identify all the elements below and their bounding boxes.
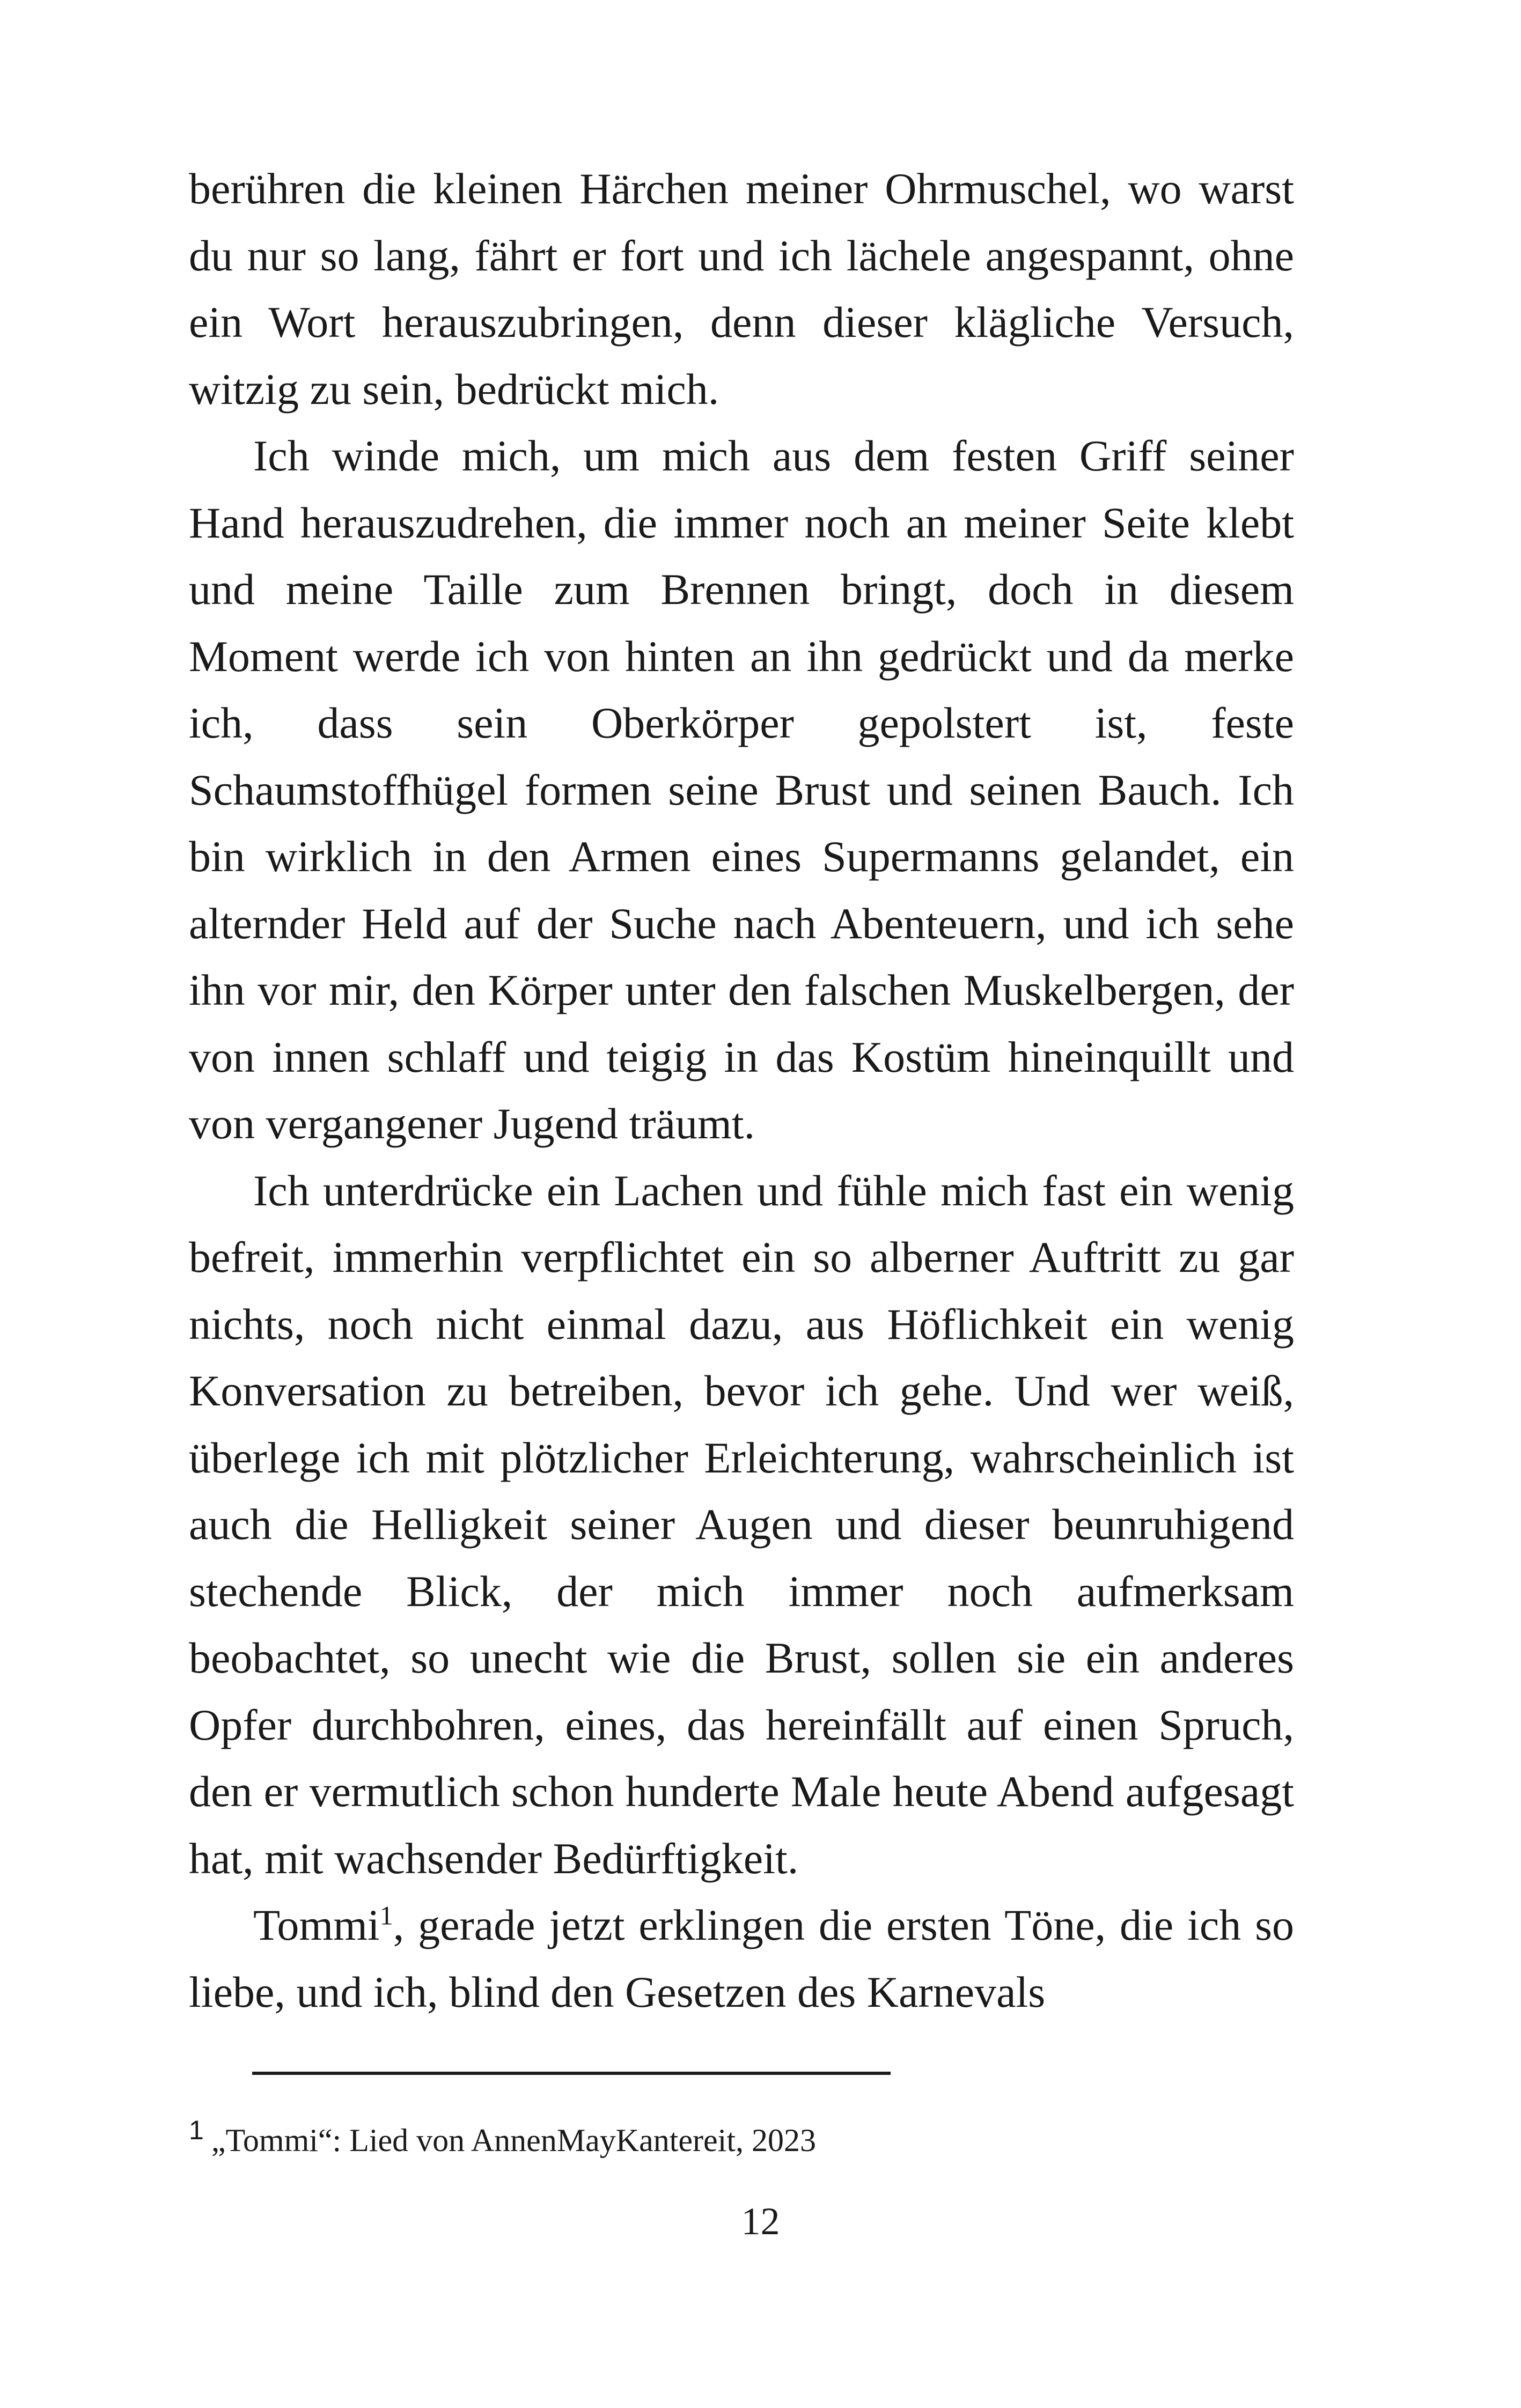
song-title: Tommi — [253, 1901, 380, 1949]
page-number: 12 — [741, 2200, 780, 2243]
footnote — [189, 2115, 1294, 2163]
paragraph: Ich unterdrücke ein Lachen und fühle mich fast ein wenig befreit, immerhin verpflichtet ein so alberner Auftritt zu gar nichts, noch nicht einmal dazu, aus Höflichkeit ein wenig Konversation zu betreiben, bevor ich gehe. Und wer weiß, überlege ich mit plötzlicher Erleichterung, wahrscheinlich ist auch die Helligkeit seiner Augen und dieser beunruhigend stechende Blick, der mich immer noch aufmerksam beobachtet, so unecht wie die Brust, sollen sie ein anderes Opfer durchbohren, eines, das hereinfällt auf einen Spruch, den er vermutlich schon hunderte Male heute Abend aufgesagt hat, mit wachsender Bedürftigkeit. — [189, 1166, 1294, 1883]
paragraph-continuation: berühren die kleinen Härchen meiner Ohrmuschel, wo warst du nur so lang, fährt er fort und ich lächele angespannt, ohne ein Wort herauszubringen, denn dieser klägliche Versuch, witzig zu sein, bedrückt mich. — [189, 164, 1294, 414]
body-text — [189, 156, 1294, 2026]
paragraph-text: , gerade jetzt erklingen die ersten Töne, die ich so liebe, und ich, blind den Gesetzen des Karnevals — [189, 1901, 1294, 2016]
footnote-reference: 1 — [379, 1900, 393, 1931]
footnote-text: „Tommi“: Lied von AnnenMayKantereit, 2023 — [211, 2123, 817, 2158]
footnote-separator — [252, 2072, 891, 2075]
footnote-marker: 1 — [189, 2115, 204, 2145]
paragraph-last — [189, 1892, 1294, 2026]
paragraph: Ich winde mich, um mich aus dem festen Griff seiner Hand herauszudrehen, die immer noch an meiner Seite klebt und meine Taille zum Brennen bringt, doch in diesem Moment werde ich von hinten an ihn gedrückt und da merke ich, dass sein Oberkörper gepolstert ist, feste Schaumstoffhügel formen seine Brust und seinen Bauch. Ich bin wirklich in den Armen eines Supermanns gelandet, ein alternder Held auf der Suche nach Abenteuern, und ich sehe ihn vor mir, den Körper unter den falschen Muskelbergen, der von innen schlaff und teigig in das Kostüm hineinquillt und von vergangener Jugend träumt. — [189, 431, 1294, 1148]
